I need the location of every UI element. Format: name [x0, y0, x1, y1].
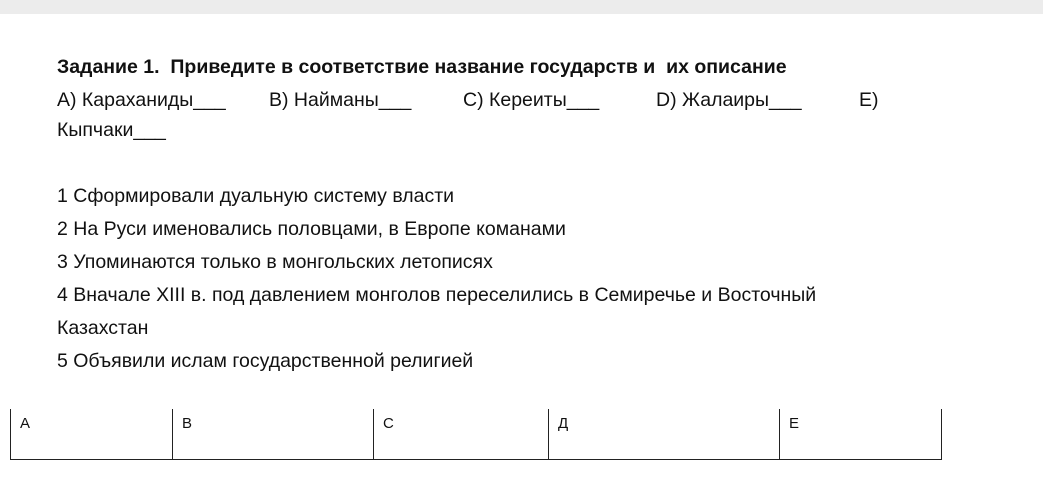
answer-cell-b[interactable]: B	[173, 409, 374, 459]
answer-cell-e[interactable]: E	[780, 409, 942, 459]
description-2: 2 На Руси именовались половцами, в Европе команами	[57, 218, 566, 240]
description-1: 1 Сформировали дуальную систему власти	[57, 185, 455, 207]
answer-cell-a[interactable]: A	[11, 409, 173, 459]
spacer	[57, 147, 997, 180]
description-3: 3 Упоминаются только в монгольских летописях	[57, 251, 493, 273]
description-5: 5 Объявили ислам государственной религией	[57, 350, 474, 372]
description-4: 4 Вначале XIII в. под давлением монголов переселились в Семиречье и Восточный	[57, 284, 817, 306]
task-title: Задание 1. Приведите в соответствие название государств и их описание	[57, 56, 787, 78]
options-line	[57, 84, 997, 114]
answer-cell-d[interactable]: Д	[549, 409, 780, 459]
answer-table-row	[11, 409, 942, 459]
top-band	[0, 0, 1043, 14]
option-a: A) Караханиды___	[57, 89, 226, 111]
answer-cell-c[interactable]: C	[374, 409, 549, 459]
option-e: E)	[859, 89, 879, 111]
option-c: C) Кереиты___	[463, 89, 600, 111]
option-e-continuation: Кыпчаки___	[57, 119, 166, 141]
option-b: B) Найманы___	[269, 89, 412, 111]
document-body	[57, 51, 997, 378]
description-4-continuation: Казахстан	[57, 317, 149, 339]
option-d: D) Жалаиры___	[656, 89, 802, 111]
answer-table	[10, 409, 942, 460]
